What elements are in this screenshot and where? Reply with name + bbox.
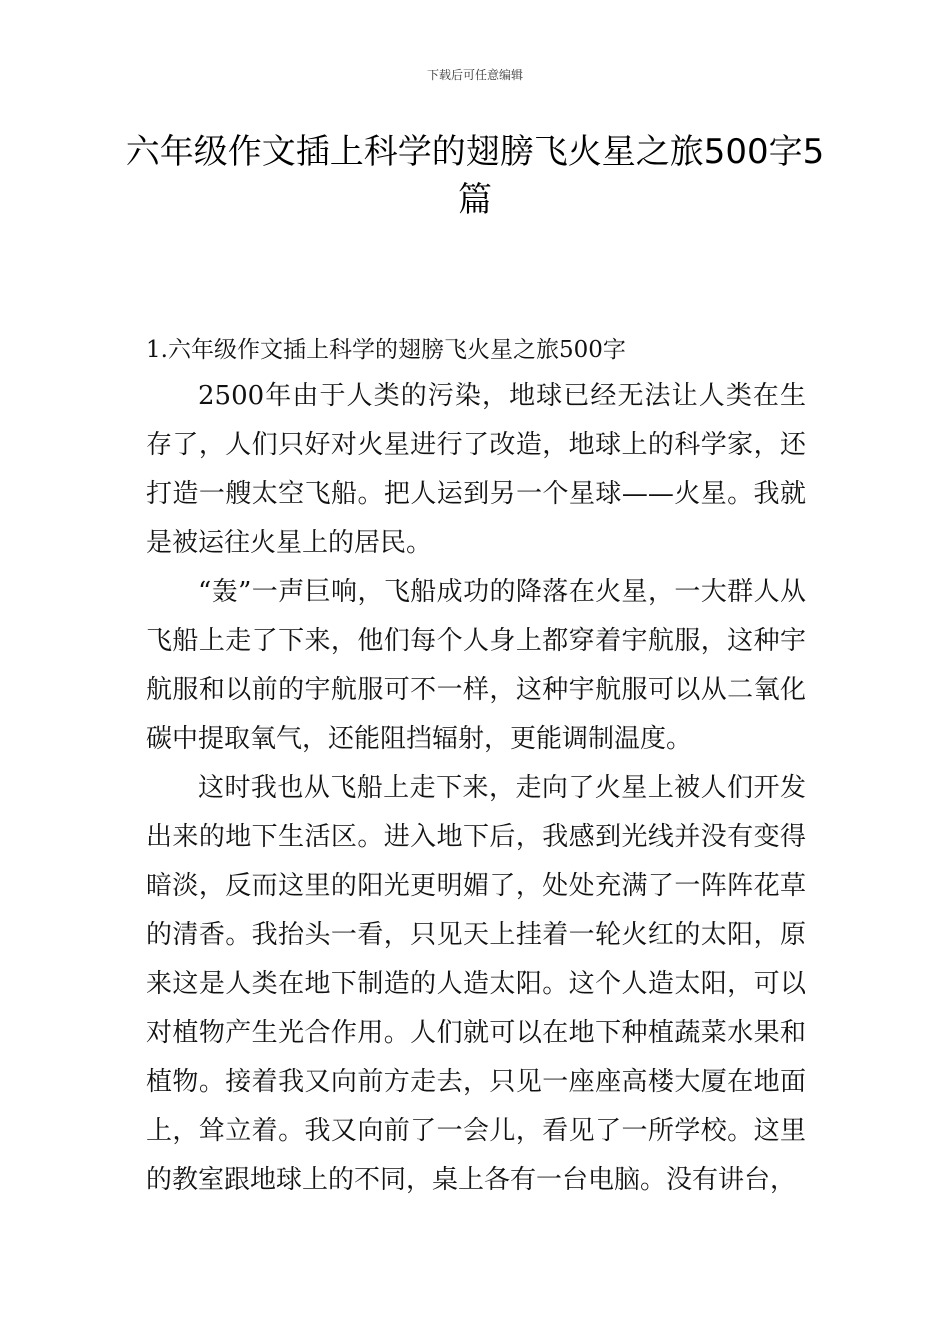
document-body <box>146 328 806 1205</box>
paragraph-1: 2500年由于人类的污染，地球已经无法让人类在生存了，人们只好对火星进行了改造，地球上的科学家，还打造一艘太空飞船。把人运到另一个星球——火星。我就是被运往火星上的居民。 <box>146 381 806 558</box>
section-heading: 1.六年级作文插上科学的翅膀飞火星之旅500字 <box>146 337 626 363</box>
paragraph-2: “轰”一声巨响，飞船成功的降落在火星，一大群人从飞船上走了下来，他们每个人身上都穿着宇航服，这种宇航服和以前的宇航服可不一样，这种宇航服可以从二氧化碳中提取氧气，还能阻挡辐射，更能调制温度。 <box>146 577 806 754</box>
header-note: 下载后可任意编辑 <box>426 68 523 82</box>
document-title: 六年级作文插上科学的翅膀飞火星之旅500字5篇 <box>125 132 825 220</box>
paragraph-3: 这时我也从飞船上走下来，走向了火星上被人们开发出来的地下生活区。进入地下后，我感到光线并没有变得暗淡，反而这里的阳光更明媚了，处处充满了一阵阵花草的清香。我抬头一看，只见天上挂着一轮火红的太阳，原来这是人类在地下制造的人造太阳。这个人造太阳，可以对植物产生光合作用。人们就可以在地下种植蔬菜水果和植物。接着我又向前方走去，只见一座座高楼大厦在地面上，耸立着。我又向前了一会儿，看见了一所学校。这里的教室跟地球上的不同，桌上各有一台电脑。没有讲台， <box>146 773 806 1195</box>
